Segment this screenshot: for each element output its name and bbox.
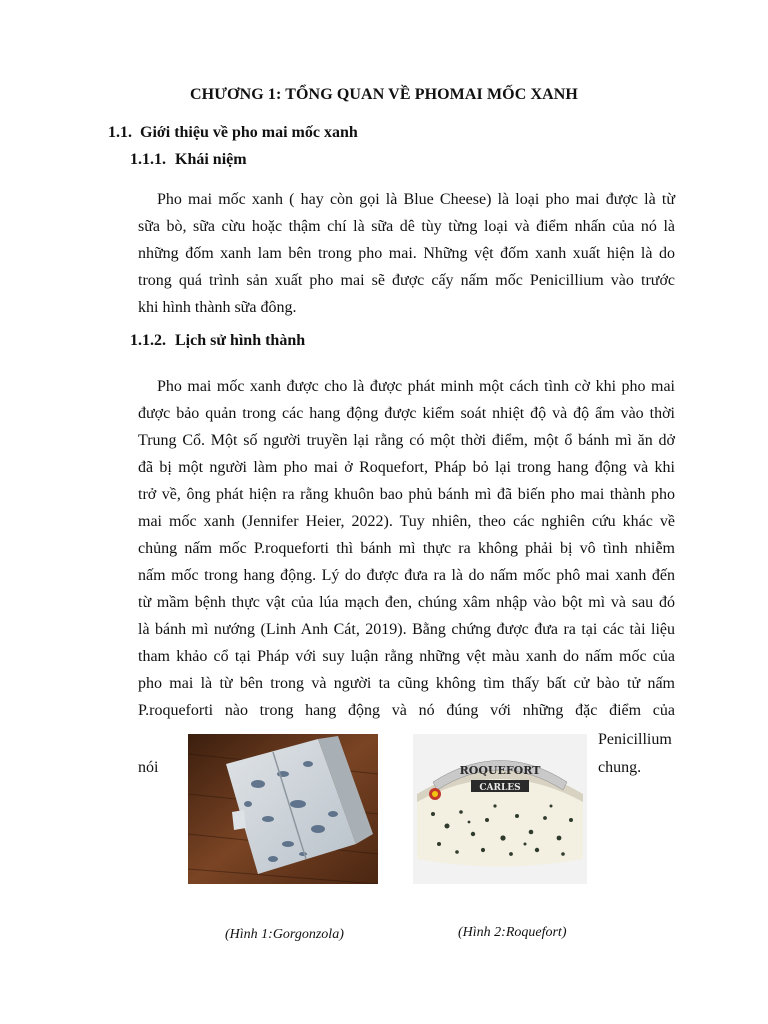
section-heading-1-1 [108, 124, 358, 142]
text-line: Pho mai mốc xanh ( hay còn gọi là Blue Cheese) là loại pho mai được là từ [157, 191, 675, 208]
text-line: P.roqueforti nào trong hang động và nó đúng với những đặc điểm của [138, 702, 675, 719]
section-heading-1-1-1 [130, 151, 247, 169]
text-line: là bánh mì nướng (Linh Anh Cát, 2019). Bằng chứng được đưa ra tại các tài liệu [138, 621, 675, 638]
wrapped-word-penicillium: Penicillium [598, 731, 672, 748]
roquefort-label-text: ROQUEFORT [459, 764, 541, 777]
chapter-title: CHƯƠNG 1: TỔNG QUAN VỀ PHOMAI MỐC XANH [190, 86, 578, 103]
text-line: pho mai là từ bên trong và người ta cũng không tìm thấy bất cử bào tử nấm [138, 675, 675, 692]
wrapped-word-noi: nói [138, 759, 159, 776]
gorgonzola-image [188, 734, 378, 884]
text-line: sữa bò, sữa cừu hoặc thậm chí là sữa dê tùy từng loại và điểm nhấn của nó là [138, 218, 675, 235]
section-label: Khái niệm [175, 151, 247, 168]
text-line: mai mốc xanh (Jennifer Heier, 2022). Tuy nhiên, theo các nghiên cứu khác về [138, 513, 675, 530]
text-line: nấm mốc trong hang động. Lý do được đưa ra là do nấm mốc phô mai xanh đến [138, 567, 675, 584]
paragraph-definition [138, 186, 675, 321]
text-line: tham khảo cổ tại Pháp với suy luận rằng những vệt màu xanh do nấm mốc của [138, 648, 675, 665]
figure-1-caption: (Hình 1:Gorgonzola) [225, 927, 344, 942]
text-line: từ mầm bệnh thực vật của lúa mạch đen, chúng xâm nhập vào bột mì và sau đó [138, 594, 675, 611]
text-line: đã bị một người làm pho mai ở Roquefort, Pháp bỏ lại trong hang động và khi [138, 459, 675, 476]
text-line: được bảo quản trong các hang động được kiểm soát nhiệt độ và độ ẩm vào thời [138, 405, 675, 422]
carles-label-text: CARLES [479, 783, 521, 793]
text-line: những đốm xanh lam bên trong pho mai. Những vệt đốm xanh xuất hiện là do [138, 245, 675, 262]
text-line: Trung Cổ. Một số người truyền lại rằng có một thời điểm, một ổ bánh mì ăn dở [138, 432, 675, 449]
text-line: khi hình thành sữa đông. [138, 299, 297, 316]
wrapped-word-chung: chung. [598, 759, 642, 776]
text-line: trong quá trình sản xuất pho mai sẽ được cấy nấm mốc Penicillium vào trước [138, 272, 675, 289]
section-heading-1-1-2 [130, 332, 305, 350]
paragraph-history [138, 373, 675, 724]
text-line: chủng nấm mốc P.roqueforti thì bánh mì thực ra không phải bị vô tình nhiễm [138, 540, 675, 557]
figure-2-caption: (Hình 2:Roquefort) [458, 925, 567, 940]
section-number: 1.1.1. [130, 151, 166, 168]
text-line: trở về, ông phát hiện ra rằng khuôn bao phủ bánh mì đã biến pho mai thành pho [138, 486, 675, 503]
section-number: 1.1.2. [130, 332, 166, 349]
section-number: 1.1. [108, 124, 132, 141]
section-label: Giới thiệu về pho mai mốc xanh [140, 124, 358, 141]
section-label: Lịch sử hình thành [175, 332, 306, 349]
roquefort-image [413, 734, 587, 884]
text-line: Pho mai mốc xanh được cho là được phát minh một cách tình cờ khi pho mai [157, 378, 675, 395]
